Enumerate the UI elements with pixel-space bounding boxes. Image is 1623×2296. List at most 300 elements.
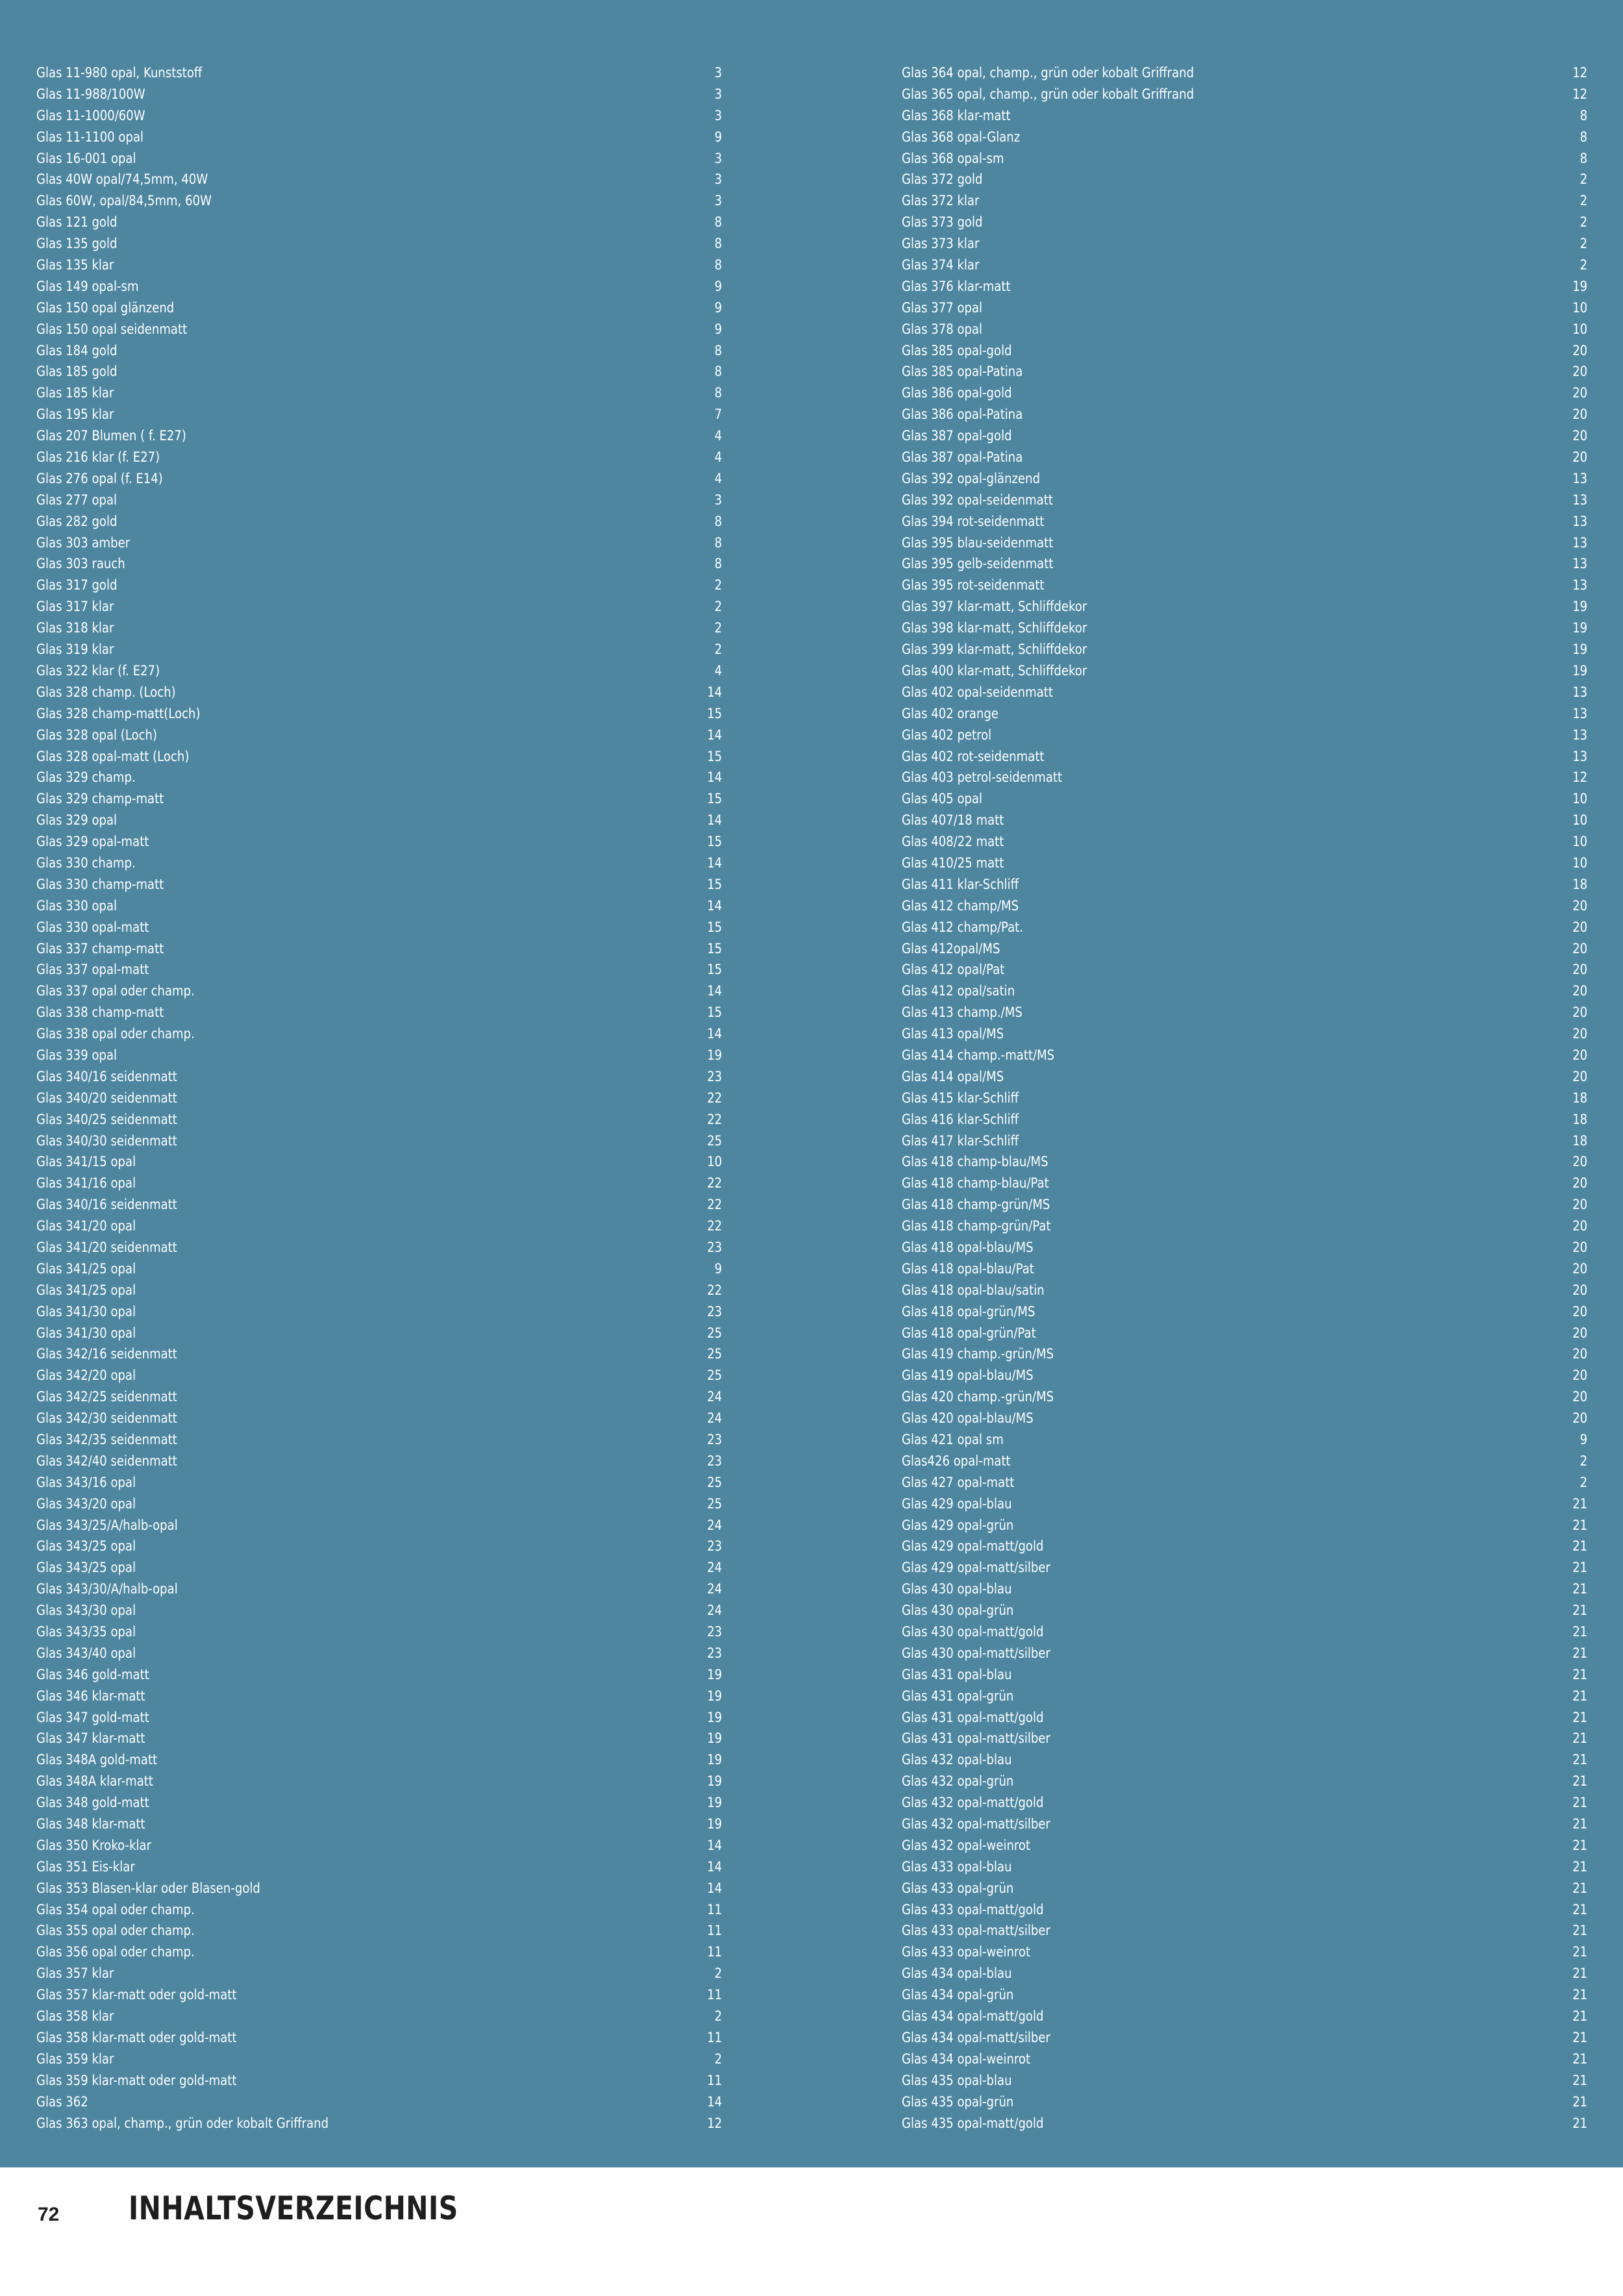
index-entry-page: 10 (1572, 834, 1588, 850)
index-entry-name: Glas 417 klar-Schliff (902, 1132, 1019, 1149)
index-entry-page: 13 (1572, 556, 1588, 572)
index-entry (902, 575, 1587, 596)
index-entry-page: 2 (1580, 1453, 1588, 1469)
index-entry (902, 340, 1587, 362)
index-entry (902, 1600, 1587, 1621)
index-entry-page: 8 (714, 214, 723, 231)
index-entry (36, 1557, 722, 1578)
index-entry (902, 639, 1587, 660)
index-entry-page: 8 (714, 513, 723, 529)
index-entry (902, 382, 1587, 404)
index-entry (902, 1472, 1587, 1493)
index-entry (36, 490, 722, 511)
index-entry-page: 12 (1572, 86, 1588, 102)
index-entry-page: 8 (714, 556, 723, 572)
index-entry-name: Glas 348 klar-matt (36, 1816, 145, 1832)
index-entry-name: Glas 339 opal (36, 1047, 118, 1063)
index-entry-name: Glas 355 opal oder champ. (36, 1923, 195, 1939)
index-entry-name: Glas 329 opal (36, 812, 118, 829)
index-entry-page: 10 (1572, 812, 1588, 829)
index-entry-name: Glas 434 opal-matt/gold (902, 2008, 1044, 2025)
index-entry-page: 20 (1572, 1197, 1588, 1213)
index-entry-page: 3 (714, 65, 723, 81)
index-entry-name: Glas 341/15 opal (36, 1154, 136, 1170)
index-entry-name: Glas 150 opal glänzend (36, 299, 175, 316)
index-entry-name: Glas 411 klar-Schliff (902, 876, 1019, 892)
index-entry-name: Glas 413 champ./MS (902, 1004, 1022, 1021)
index-entry-page: 7 (714, 406, 723, 423)
index-entry-name: Glas 276 opal (f. E14) (36, 470, 163, 486)
index-entry (902, 1899, 1587, 1921)
index-entry (902, 1493, 1587, 1515)
index-entry-name: Glas 328 champ-matt(Loch) (36, 705, 201, 721)
index-entry-page: 23 (707, 1453, 723, 1469)
index-entry-name: Glas 433 opal-grün (902, 1880, 1014, 1896)
index-entry-name: Glas 392 opal-seidenmatt (902, 492, 1053, 508)
index-entry-name: Glas 376 klar-matt (902, 278, 1011, 294)
index-entry-page: 20 (1572, 1282, 1588, 1298)
index-entry-name: Glas 341/20 opal (36, 1218, 136, 1234)
index-entry-name: Glas 386 opal-Patina (902, 406, 1023, 423)
index-entry-page: 8 (714, 385, 723, 401)
index-entry (36, 1023, 722, 1045)
index-entry-page: 8 (1580, 107, 1588, 123)
index-entry-page: 21 (1572, 2008, 1588, 2025)
index-entry (36, 361, 722, 382)
index-entry-name: Glas 412 opal/satin (902, 983, 1015, 999)
index-entry-page: 20 (1572, 940, 1588, 956)
index-entry (902, 660, 1587, 682)
index-entry-name: Glas 328 champ. (Loch) (36, 684, 176, 700)
index-entry (902, 1216, 1587, 1237)
index-entry (902, 1130, 1587, 1152)
index-entry-name: Glas 343/30 opal (36, 1603, 136, 1619)
index-entry-name: Glas 343/35 opal (36, 1624, 136, 1640)
index-entry (36, 1792, 722, 1814)
index-entry-name: Glas 343/25/A/halb-opal (36, 1517, 178, 1533)
index-entry (902, 233, 1587, 255)
index-entry-page: 20 (1572, 1260, 1588, 1277)
index-entry (902, 62, 1587, 84)
index-entry-name: Glas 342/30 seidenmatt (36, 1410, 177, 1427)
index-entry (902, 1920, 1587, 1941)
index-entry-page: 3 (714, 107, 723, 123)
index-entry (36, 1151, 722, 1173)
index-entry (36, 1814, 722, 1835)
index-entry-page: 2 (1580, 214, 1588, 231)
index-entry-name: Glas 185 klar (36, 385, 114, 401)
index-entry (902, 212, 1587, 233)
index-entry-name: Glas 342/25 seidenmatt (36, 1389, 177, 1405)
index-entry-page: 22 (707, 1197, 723, 1213)
index-entry-page: 21 (1572, 1837, 1588, 1853)
index-entry-page: 20 (1572, 919, 1588, 935)
index-entry (902, 169, 1587, 190)
index-entry-page: 21 (1572, 1624, 1588, 1640)
index-entry-page: 21 (1572, 1688, 1588, 1704)
index-entry-name: Glas 341/25 opal (36, 1260, 136, 1277)
index-entry-name: Glas 400 klar-matt, Schliffdekor (902, 662, 1087, 679)
index-entry-page: 20 (1572, 1154, 1588, 1170)
index-entry-page: 21 (1572, 1730, 1588, 1747)
index-entry-name: Glas 216 klar (f. E27) (36, 449, 160, 466)
index-entry-page: 18 (1572, 1132, 1588, 1149)
index-entry (902, 1045, 1587, 1066)
index-entry-page: 25 (707, 1132, 723, 1149)
page-number: 72 (38, 2204, 60, 2225)
index-entry-name: Glas 358 klar (36, 2008, 114, 2025)
index-entry-name: Glas 11-1100 opal (36, 129, 144, 145)
index-entry-page: 20 (1572, 1389, 1588, 1405)
index-entry (902, 319, 1587, 340)
index-entry-name: Glas 433 opal-weinrot (902, 1944, 1031, 1960)
index-entry-page: 12 (1572, 65, 1588, 81)
index-entry-name: Glas 341/25 opal (36, 1282, 136, 1298)
index-entry (902, 1151, 1587, 1173)
index-entry-name: Glas 378 opal (902, 321, 983, 337)
index-entry-page: 23 (707, 1538, 723, 1554)
index-entry (36, 1920, 722, 1941)
index-entry-name: Glas 348A gold-matt (36, 1752, 158, 1768)
index-entry-name: Glas 362 (36, 2093, 88, 2110)
index-entry-name: Glas 363 opal, champ., grün oder kobalt Griffrand (36, 2115, 329, 2131)
index-entry-page: 15 (707, 705, 723, 721)
index-entry-page: 22 (707, 1111, 723, 1127)
index-entry-page: 21 (1572, 1495, 1588, 1512)
index-entry-name: Glas 420 champ.-grün/MS (902, 1389, 1054, 1405)
index-entry-name: Glas 353 Blasen-klar oder Blasen-gold (36, 1880, 260, 1896)
index-entry-page: 19 (707, 1047, 723, 1063)
index-entry (36, 1493, 722, 1515)
index-entry-page: 20 (1572, 1239, 1588, 1255)
index-entry-page: 14 (707, 727, 723, 743)
index-entry-page: 21 (1572, 1987, 1588, 2003)
index-entry-name: Glas 372 gold (902, 171, 983, 188)
index-entry-name: Glas 402 orange (902, 705, 999, 721)
index-entry (902, 190, 1587, 212)
index-entry (36, 148, 722, 169)
index-entry-name: Glas 343/25 opal (36, 1538, 136, 1554)
index-entry (36, 1280, 722, 1301)
index-entry (36, 596, 722, 618)
index-entry-page: 24 (707, 1581, 723, 1597)
index-entry-page: 9 (714, 278, 723, 294)
index-entry-name: Glas 357 klar-matt oder gold-matt (36, 1987, 237, 2003)
index-entry-page: 20 (1572, 406, 1588, 423)
index-entry-page: 21 (1572, 1603, 1588, 1619)
index-entry-page: 20 (1572, 1218, 1588, 1234)
index-entry (902, 1856, 1587, 1878)
index-entry (902, 1429, 1587, 1451)
index-entry-page: 19 (707, 1709, 723, 1725)
index-entry (36, 2091, 722, 2113)
index-entry (902, 831, 1587, 853)
index-entry-name: Glas 318 klar (36, 620, 114, 636)
index-entry-name: Glas 374 klar (902, 257, 980, 273)
index-entry (902, 767, 1587, 788)
index-entry-name: Glas 412 opal/Pat (902, 962, 1005, 978)
index-entry (902, 596, 1587, 618)
index-entry-name: Glas 329 champ-matt (36, 791, 164, 807)
index-entry-name: Glas 407/18 matt (902, 812, 1004, 829)
index-entry-page: 18 (1572, 1111, 1588, 1127)
index-entry (902, 874, 1587, 895)
index-entry-page: 3 (714, 150, 723, 166)
index-entry-name: Glas 431 opal-grün (902, 1688, 1014, 1704)
index-entry-name: Glas 398 klar-matt, Schliffdekor (902, 620, 1087, 636)
index-entry-name: Glas 330 opal-matt (36, 919, 149, 935)
index-entry-page: 19 (1572, 278, 1588, 294)
index-entry (902, 1941, 1587, 1963)
index-entry-page: 13 (1572, 705, 1588, 721)
index-entry-page: 21 (1572, 1816, 1588, 1832)
index-entry (36, 319, 722, 340)
index-entry-name: Glas 431 opal-blau (902, 1666, 1012, 1682)
index-entry-page: 21 (1572, 2051, 1588, 2067)
index-entry (902, 1194, 1587, 1216)
index-entry (36, 767, 722, 788)
index-entry-page: 19 (1572, 599, 1588, 615)
index-entry-page: 12 (707, 2115, 723, 2131)
index-entry-page: 3 (714, 492, 723, 508)
index-entry (36, 1451, 722, 1472)
index-entry-name: Glas 348A klar-matt (36, 1773, 153, 1790)
index-entry (36, 1536, 722, 1557)
index-entry (902, 2049, 1587, 2070)
index-entry (902, 1002, 1587, 1023)
index-entry-name: Glas 414 champ.-matt/MS (902, 1047, 1055, 1063)
index-entry-name: Glas 435 opal-grün (902, 2093, 1014, 2110)
index-entry (902, 959, 1587, 980)
index-entry-name: Glas 430 opal-grün (902, 1603, 1014, 1619)
index-entry-name: Glas 418 opal-blau/Pat (902, 1260, 1034, 1277)
index-entry-name: Glas 397 klar-matt, Schliffdekor (902, 599, 1087, 615)
index-entry-name: Glas 149 opal-sm (36, 278, 139, 294)
index-entry-name: Glas 420 opal-blau/MS (902, 1410, 1034, 1427)
index-entry-page: 19 (707, 1730, 723, 1747)
index-entry (902, 447, 1587, 468)
index-entry-name: Glas 395 gelb-seidenmatt (902, 556, 1054, 572)
index-entry (36, 1578, 722, 1600)
index-entry (36, 1472, 722, 1493)
index-entry-page: 23 (707, 1068, 723, 1084)
index-entry (902, 1066, 1587, 1088)
index-entry-page: 21 (1572, 1901, 1588, 1917)
index-entry-page: 22 (707, 1090, 723, 1106)
index-entry (902, 1323, 1587, 1344)
index-entry (902, 810, 1587, 831)
index-entry-name: Glas 418 champ-blau/Pat (902, 1175, 1049, 1192)
index-entry-page: 23 (707, 1432, 723, 1447)
index-entry (36, 1130, 722, 1152)
index-entry-name: Glas 348 gold-matt (36, 1795, 149, 1811)
index-entry (36, 1429, 722, 1451)
index-entry (36, 788, 722, 810)
index-entry-page: 12 (1572, 769, 1588, 786)
index-entry-page: 24 (707, 1389, 723, 1405)
index-entry (36, 874, 722, 895)
index-entry (902, 255, 1587, 276)
index-entry (36, 1343, 722, 1365)
index-entry-name: Glas 433 opal-matt/gold (902, 1901, 1044, 1917)
index-entry (902, 1878, 1587, 1899)
index-entry-page: 4 (714, 470, 723, 486)
index-entry-name: Glas 430 opal-matt/silber (902, 1645, 1050, 1661)
index-entry (36, 1045, 722, 1066)
index-entry-page: 21 (1572, 1666, 1588, 1682)
index-entry-page: 24 (707, 1410, 723, 1427)
index-entry (36, 639, 722, 660)
index-entry (36, 575, 722, 596)
index-entry (902, 2113, 1587, 2134)
index-entry (36, 810, 722, 831)
index-entry-name: Glas 435 opal-blau (902, 2072, 1012, 2088)
index-entry (902, 297, 1587, 319)
index-entry (36, 1984, 722, 2006)
index-entry (36, 1386, 722, 1408)
index-entry-page: 8 (1580, 150, 1588, 166)
index-entry-page: 19 (707, 1666, 723, 1682)
index-entry (36, 1600, 722, 1621)
index-entry-name: Glas 430 opal-blau (902, 1581, 1012, 1597)
index-entry (902, 895, 1587, 917)
index-entry-name: Glas 11-988/100W (36, 86, 145, 102)
index-entry-name: Glas 429 opal-matt/gold (902, 1538, 1044, 1554)
index-entry-name: Glas 429 opal-grün (902, 1517, 1014, 1533)
index-entry-name: Glas 387 opal-gold (902, 428, 1012, 444)
index-entry-name: Glas 418 champ-grün/MS (902, 1197, 1050, 1213)
index-entry-page: 8 (1580, 129, 1588, 145)
index-entry-name: Glas 337 opal-matt (36, 962, 149, 978)
index-entry-page: 2 (714, 2008, 723, 2025)
index-entry-name: Glas 330 opal (36, 897, 118, 914)
index-entry-name: Glas 347 gold-matt (36, 1709, 149, 1725)
index-entry-name: Glas 394 rot-seidenmatt (902, 513, 1045, 529)
index-entry-page: 20 (1572, 342, 1588, 358)
index-entry-page: 10 (707, 1154, 723, 1170)
index-entry-page: 21 (1572, 1560, 1588, 1576)
index-entry (902, 1237, 1587, 1258)
index-entry (902, 1536, 1587, 1557)
index-entry-name: Glas 385 opal-Patina (902, 364, 1023, 380)
index-entry-page: 2 (714, 642, 723, 658)
index-entry-page: 20 (1572, 983, 1588, 999)
index-entry-name: Glas 431 opal-matt/gold (902, 1709, 1044, 1725)
index-entry-page: 2 (1580, 1474, 1588, 1490)
index-entry-name: Glas 385 opal-gold (902, 342, 1012, 358)
index-entry-page: 9 (714, 129, 723, 145)
index-entry-page: 14 (707, 2093, 723, 2110)
index-entry-page: 3 (714, 193, 723, 209)
index-entry-page: 20 (1572, 1047, 1588, 1063)
index-entry-name: Glas 418 champ-grün/Pat (902, 1218, 1051, 1234)
index-entry (902, 84, 1587, 105)
index-entry (36, 84, 722, 105)
index-entry-page: 20 (1572, 1410, 1588, 1427)
index-entry (36, 404, 722, 425)
index-entry (36, 447, 722, 468)
index-entry (902, 1621, 1587, 1643)
index-entry (902, 1984, 1587, 2006)
index-entry-page: 8 (714, 534, 723, 551)
index-entry-name: Glas 427 opal-matt (902, 1474, 1015, 1490)
index-entry-name: Glas 433 opal-blau (902, 1858, 1012, 1875)
index-entry-page: 2 (714, 2051, 723, 2067)
index-entry-page: 21 (1572, 2093, 1588, 2110)
index-column-left (36, 62, 722, 2134)
index-entry (36, 1686, 722, 1707)
index-entry-page: 20 (1572, 1004, 1588, 1021)
index-entry (36, 1173, 722, 1194)
index-entry-name: Glas 282 gold (36, 513, 118, 529)
index-entry-name: Glas 412opal/MS (902, 940, 1000, 956)
index-entry-name: Glas 429 opal-blau (902, 1495, 1012, 1512)
index-entry (902, 1557, 1587, 1578)
index-entry-name: Glas 392 opal-glänzend (902, 470, 1041, 486)
index-entry-name: Glas 343/20 opal (36, 1495, 136, 1512)
index-entry-page: 23 (707, 1239, 723, 1255)
index-entry-name: Glas 386 opal-gold (902, 385, 1012, 401)
index-entry-page: 20 (1572, 1367, 1588, 1384)
index-entry (902, 105, 1587, 127)
index-entry (36, 980, 722, 1002)
index-entry-name: Glas 340/30 seidenmatt (36, 1132, 177, 1149)
index-entry-page: 8 (714, 342, 723, 358)
index-entry-name: Glas 418 opal-blau/MS (902, 1239, 1034, 1255)
index-entry (36, 276, 722, 297)
index-entry-page: 24 (707, 1560, 723, 1576)
index-entry (36, 1878, 722, 1899)
index-entry-page: 11 (707, 1923, 723, 1939)
index-entry-name: Glas 418 opal-grün/Pat (902, 1325, 1036, 1341)
index-entry-page: 11 (707, 1987, 723, 2003)
index-entry-name: Glas 402 opal-seidenmatt (902, 684, 1053, 700)
index-entry (36, 1771, 722, 1792)
index-entry-name: Glas 343/30/A/halb-opal (36, 1581, 178, 1597)
index-entry-name: Glas 342/20 opal (36, 1367, 136, 1384)
index-entry-name: Glas 356 opal oder champ. (36, 1944, 195, 1960)
index-entry-page: 14 (707, 684, 723, 700)
index-entry-name: Glas 358 klar-matt oder gold-matt (36, 2029, 237, 2045)
index-entry-name: Glas 372 klar (902, 193, 980, 209)
index-entry (36, 297, 722, 319)
index-entry-page: 21 (1572, 2029, 1588, 2045)
index-entry-name: Glas 347 klar-matt (36, 1730, 145, 1747)
index-entry-page: 11 (707, 1944, 723, 1960)
index-entry-page: 24 (707, 1603, 723, 1619)
index-entry (902, 917, 1587, 938)
index-entry (902, 490, 1587, 511)
index-entry (36, 682, 722, 703)
index-entry-name: Glas 317 klar (36, 599, 114, 615)
index-entry-name: Glas 418 opal-grün/MS (902, 1303, 1035, 1319)
index-entry-name: Glas 357 klar (36, 1965, 114, 1982)
index-entry-name: Glas 410/25 matt (902, 855, 1004, 871)
index-entry-name: Glas 364 opal, champ., grün oder kobalt Griffrand (902, 65, 1195, 81)
index-entry-page: 20 (1572, 1325, 1588, 1341)
index-entry-page: 21 (1572, 1965, 1588, 1982)
index-entry (902, 938, 1587, 960)
index-entry-name: Glas 365 opal, champ., grün oder kobalt Griffrand (902, 86, 1195, 102)
index-entry (36, 1109, 722, 1130)
index-entry (902, 2027, 1587, 2049)
index-entry-page: 23 (707, 1303, 723, 1319)
index-entry-name: Glas 11-980 opal, Kunststoff (36, 65, 203, 81)
index-entry-name: Glas 395 rot-seidenmatt (902, 577, 1045, 593)
index-entry (36, 511, 722, 532)
index-entry-page: 19 (707, 1773, 723, 1790)
index-entry-name: Glas 195 klar (36, 406, 114, 423)
